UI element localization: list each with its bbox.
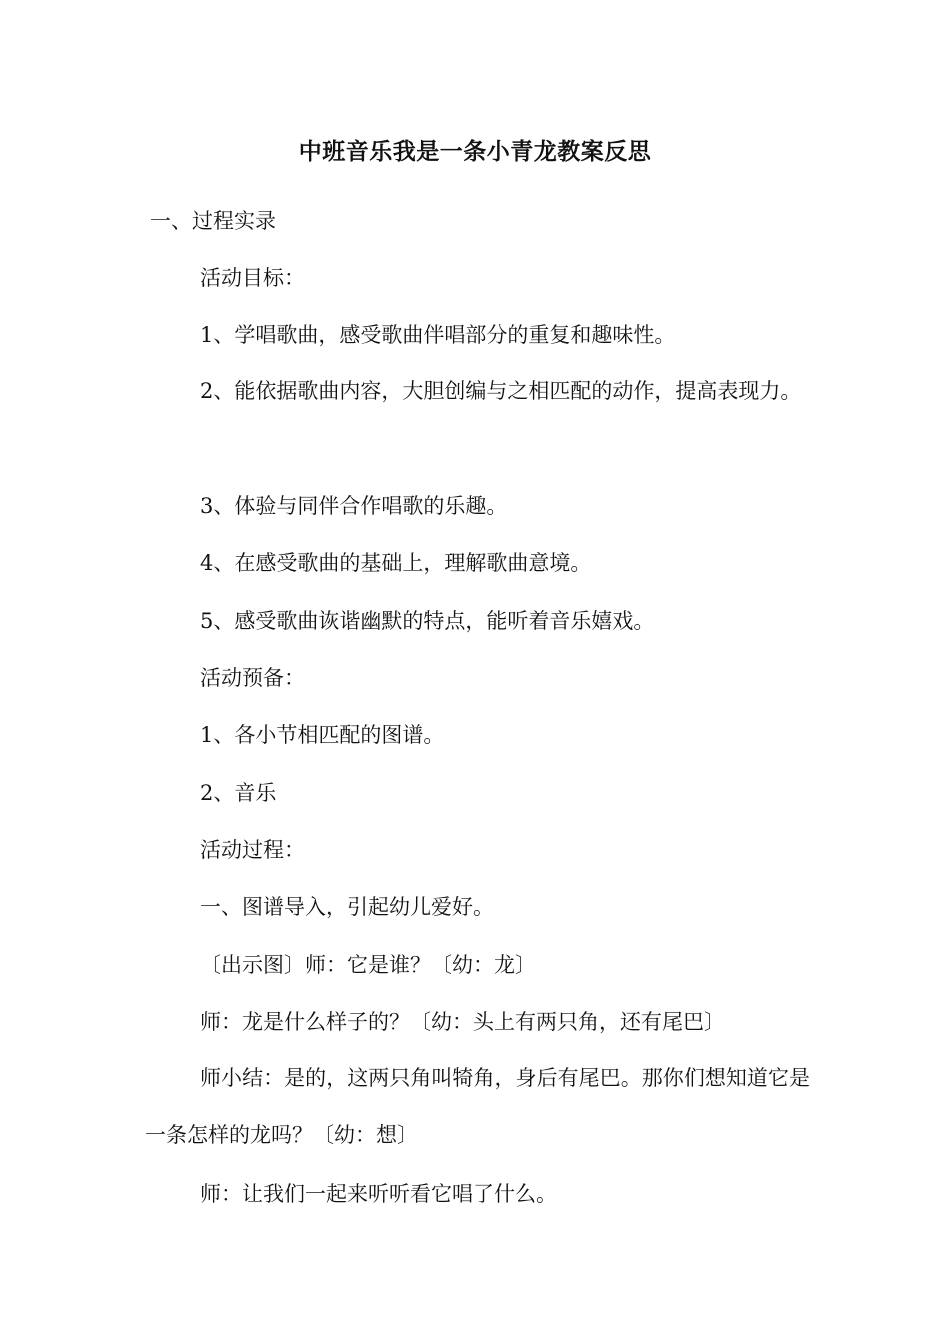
section-heading-process-record: 一、过程实录	[150, 209, 276, 233]
process-step-1: 一、图谱导入，引起幼儿爱好。	[200, 895, 494, 919]
document-title: 中班音乐我是一条小青龙教案反思	[298, 138, 652, 165]
goal-item-2: 2、能依据歌曲内容，大胆创编与之相匹配的动作，提高表现力。	[200, 379, 802, 403]
goal-item-4: 4、在感受歌曲的基础上，理解歌曲意境。	[200, 551, 592, 575]
goal-item-5: 5、感受歌曲诙谐幽默的特点，能听着音乐嬉戏。	[200, 609, 655, 633]
process-heading: 活动过程：	[200, 838, 305, 862]
goal-item-1: 1、学唱歌曲，感受歌曲伴唱部分的重复和趣味性。	[200, 323, 676, 347]
dialog-line-4: 师：让我们一起来听听看它唱了什么。	[200, 1182, 557, 1206]
dialog-line-3: 师小结：是的，这两只角叫犄角，身后有尾巴。那你们想知道它是一条怎样的龙吗？〔幼：想〕	[145, 1066, 810, 1147]
prep-item-2: 2、音乐	[200, 781, 277, 805]
prep-item-1: 1、各小节相匹配的图谱。	[200, 723, 445, 747]
prep-heading: 活动预备：	[200, 666, 305, 690]
goals-heading: 活动目标：	[200, 266, 305, 290]
goal-item-3: 3、体验与同伴合作唱歌的乐趣。	[200, 494, 508, 518]
dialog-line-2: 师：龙是什么样子的？〔幼：头上有两只角，还有尾巴〕	[200, 1010, 725, 1034]
dialog-line-1: 〔出示图〕师：它是谁？〔幼：龙〕	[200, 953, 536, 977]
